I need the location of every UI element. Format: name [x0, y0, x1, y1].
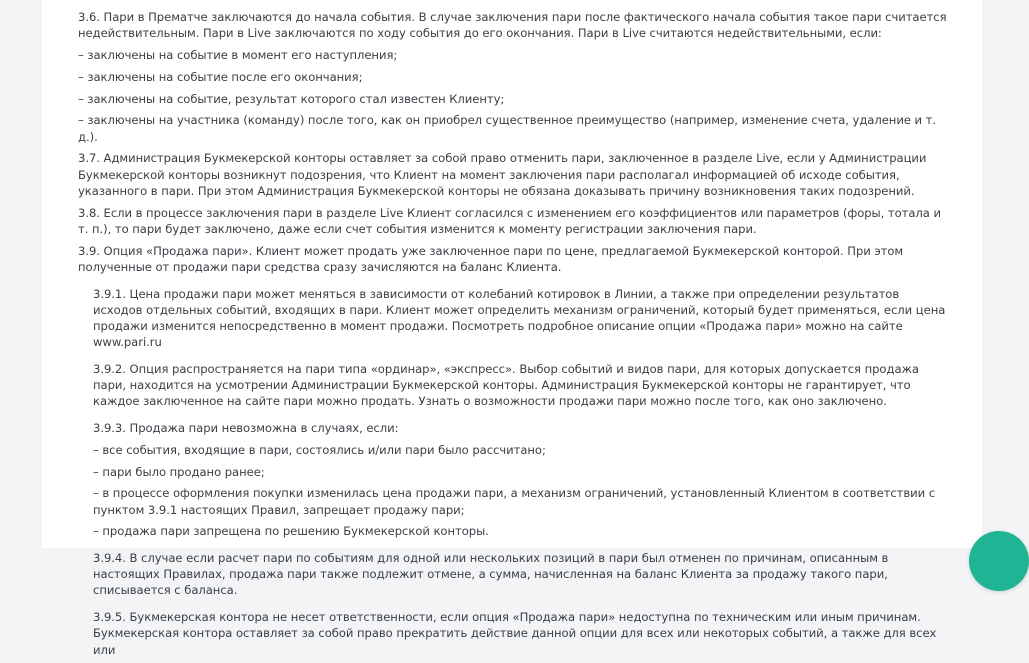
section-3-9-3-item: – все события, входящие в пари, состоялись и/или пари было рассчитано; [93, 442, 546, 457]
rules-content [78, 9, 948, 663]
section-3-9-3 [93, 420, 948, 540]
section-3-9-3-item: – продажа пари запрещена по решению Букмекерской конторы. [93, 524, 489, 539]
section-3-9-3-intro: 3.9.3. Продажа пари невозможна в случаях, если: [93, 420, 399, 435]
section-3-6 [78, 9, 948, 145]
chat-support-icon[interactable] [969, 531, 1029, 591]
section-3-9-3-item: – пари было продано ранее; [93, 464, 265, 479]
section-3-7: 3.7. Администрация Букмекерской конторы оставляет за собой право отменить пари, заключенное в разделе Live, если у Администрации Букмекерской конторы возникнут подозрения, что Клиент на момент заключения пари располагал информацией об исходе события, указанного в пари. При этом Администрация Букмекерской конторы не обязана доказывать причину возникновения таких подозрений. [78, 151, 927, 198]
section-3-9-3-item: – в процессе оформления покупки изменилась цена продажи пари, а механизм ограничений, установленный Клиентом в соответствии с пунктом 3.9.1 настоящих Правил, запрещает продажу пари; [93, 486, 936, 517]
section-3-6-item: – заключены на событие, результат которого стал известен Клиенту; [78, 91, 505, 106]
section-3-6-item: – заключены на участника (команду) после того, как он приобрел существенное преимущество (например, изменение счета, удаление и т. д.). [78, 113, 937, 144]
rules-page [42, 0, 982, 657]
section-3-9: 3.9. Опция «Продажа пари». Клиент может продать уже заключенное пари по цене, предлагаемой Букмекерской конторой. При этом полученные от продажи пари средства сразу зачисляются на баланс Клиента. [78, 243, 904, 274]
section-3-8: 3.8. Если в процессе заключения пари в разделе Live Клиент согласился с изменением его коэффициентов или параметров (форы, тотала и т. п.), то пари будет заключено, даже если счет события изменится к моменту регистрации заключения пари. [78, 205, 941, 236]
section-3-9-2: 3.9.2. Опция распространяется на пари типа «ординар», «экспресс». Выбор событий и видов пари, для которых допускается продажа пари, находится на усмотрении Администрации Букмекерской конторы. Администрация Букмекерской конторы не гарантирует, что каждое заключенное на сайте пари можно продать. Узнать о возможности продажи пари можно после того, как оно заключено. [93, 361, 919, 409]
section-3-9-5: 3.9.5. Букмекерская контора не несет ответственности, если опция «Продажа пари» недоступна по техническим или иным причинам. Букмекерская контора оставляет за собой право прекратить действие данной опции для всех или некоторых событий, а также для всех или [93, 610, 937, 657]
section-3-9-subsections [78, 286, 948, 658]
section-3-6-item: – заключены на событие после его окончания; [78, 69, 363, 84]
section-3-6-intro: 3.6. Пари в Прематче заключаются до начала события. В случае заключения пари после фактического начала события такое пари считается недействительным. Пари в Live заключаются по ходу события до его окончания. Пари в Live считаются недействительными, если: [78, 10, 947, 41]
section-3-9-4: 3.9.4. В случае если расчет пари по событиям для одной или нескольких позиций в пари был отменен по причинам, описанным в настоящих Правилах, продажа пари также подлежит отмене, а сумма, начисленная на баланс Клиента за продажу такого пари, списывается с баланса. [93, 551, 889, 598]
section-3-6-item: – заключены на событие в момент его наступления; [78, 48, 398, 62]
section-3-9-1: 3.9.1. Цена продажи пари может меняться в зависимости от колебаний котировок в Линии, а также при определении результатов исходов отдельных событий, входящих в пари. Клиент может определить механизм ограничений, который будет применяться, если цена продажи изменится непосредственно в момент продажи. Посмотреть подробное описание опции «Продажа пари» можно на сайте www.pari.ru [93, 286, 946, 350]
